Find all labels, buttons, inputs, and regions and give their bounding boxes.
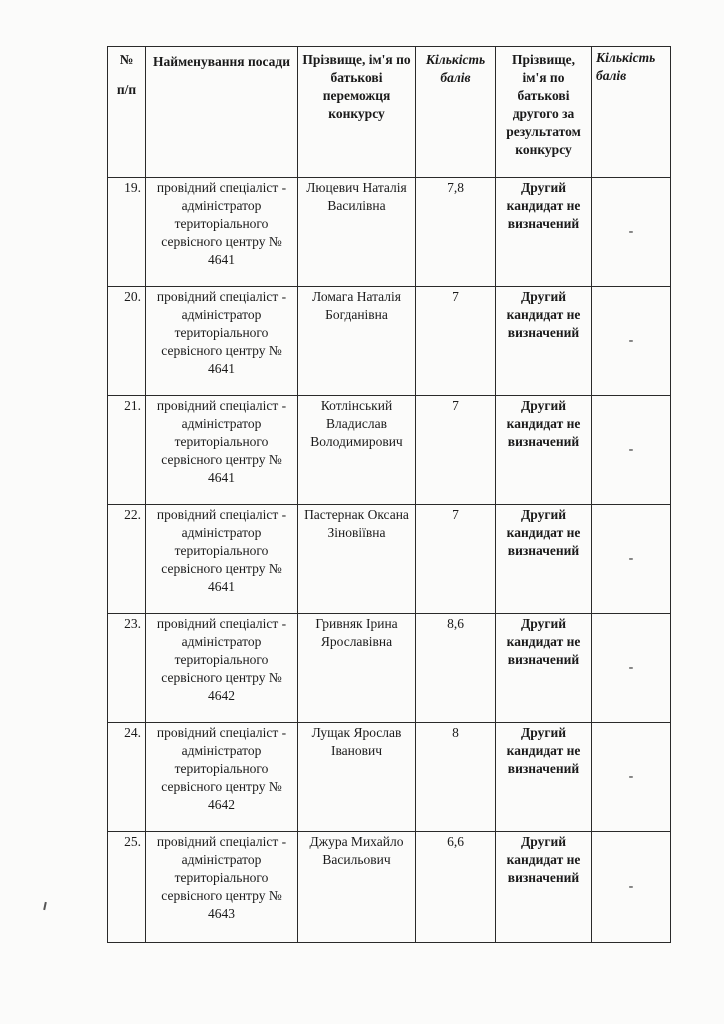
header-winner: Прізвище, ім'я по батькові переможця конкурсу xyxy=(298,47,416,178)
score-cell: 6,6 xyxy=(416,832,496,943)
results-table xyxy=(107,46,671,943)
table-row xyxy=(108,614,671,723)
second-candidate-cell: Другий кандидат не визначений xyxy=(496,832,592,943)
table-row xyxy=(108,178,671,287)
position-cell: провідний спеціаліст - адміністратор територіального сервісного центру № 4641 xyxy=(146,505,298,614)
table-header-row xyxy=(108,47,671,178)
score-cell: 7 xyxy=(416,287,496,396)
winner-cell: Котлінський Владислав Володимирович xyxy=(298,396,416,505)
header-number-symbol: № xyxy=(119,52,134,67)
row-number: 23. xyxy=(108,614,146,723)
second-candidate-cell: Другий кандидат не визначений xyxy=(496,505,592,614)
second-score-cell xyxy=(592,396,671,505)
score-cell: 7 xyxy=(416,396,496,505)
second-score-value: - xyxy=(628,333,634,348)
position-cell: провідний спеціаліст - адміністратор територіального сервісного центру № 4641 xyxy=(146,178,298,287)
score-cell: 8 xyxy=(416,723,496,832)
winner-cell: Гривняк Ірина Ярославівна xyxy=(298,614,416,723)
second-score-value: - xyxy=(628,879,634,894)
second-score-value: - xyxy=(628,551,634,566)
second-candidate-cell: Другий кандидат не визначений xyxy=(496,287,592,396)
second-score-value: - xyxy=(628,224,634,239)
second-score-cell xyxy=(592,723,671,832)
position-cell: провідний спеціаліст - адміністратор територіального сервісного центру № 4643 xyxy=(146,832,298,943)
scan-mark xyxy=(43,902,47,910)
second-score-cell xyxy=(592,614,671,723)
second-score-cell xyxy=(592,832,671,943)
second-score-value: - xyxy=(628,660,634,675)
table-row xyxy=(108,287,671,396)
header-position: Найменування посади xyxy=(146,47,298,178)
winner-cell: Лущак Ярослав Іванович xyxy=(298,723,416,832)
second-score-cell xyxy=(592,178,671,287)
second-candidate-cell: Другий кандидат не визначений xyxy=(496,723,592,832)
winner-cell: Люцевич Наталія Василівна xyxy=(298,178,416,287)
row-number: 19. xyxy=(108,178,146,287)
second-score-cell xyxy=(592,287,671,396)
second-candidate-cell: Другий кандидат не визначений xyxy=(496,396,592,505)
row-number: 25. xyxy=(108,832,146,943)
winner-cell: Ломага Наталія Богданівна xyxy=(298,287,416,396)
row-number: 21. xyxy=(108,396,146,505)
table-row xyxy=(108,723,671,832)
header-second-score: Кількість балів xyxy=(592,47,671,178)
winner-cell: Пастернак Оксана Зіновіївна xyxy=(298,505,416,614)
header-number xyxy=(108,47,146,178)
score-cell: 8,6 xyxy=(416,614,496,723)
table-row xyxy=(108,832,671,943)
second-score-cell xyxy=(592,505,671,614)
second-candidate-cell: Другий кандидат не визначений xyxy=(496,178,592,287)
table-row xyxy=(108,505,671,614)
row-number: 24. xyxy=(108,723,146,832)
position-cell: провідний спеціаліст - адміністратор територіального сервісного центру № 4641 xyxy=(146,287,298,396)
row-number: 20. xyxy=(108,287,146,396)
header-second-candidate: Прізвище, ім'я по батькові другого за результатом конкурсу xyxy=(496,47,592,178)
score-cell: 7 xyxy=(416,505,496,614)
position-cell: провідний спеціаліст - адміністратор територіального сервісного центру № 4642 xyxy=(146,723,298,832)
winner-cell: Джура Михайло Васильович xyxy=(298,832,416,943)
second-candidate-cell: Другий кандидат не визначений xyxy=(496,614,592,723)
position-cell: провідний спеціаліст - адміністратор територіального сервісного центру № 4641 xyxy=(146,396,298,505)
score-cell: 7,8 xyxy=(416,178,496,287)
row-number: 22. xyxy=(108,505,146,614)
second-score-value: - xyxy=(628,442,634,457)
table-row xyxy=(108,396,671,505)
position-cell: провідний спеціаліст - адміністратор територіального сервісного центру № 4642 xyxy=(146,614,298,723)
header-score: Кількість балів xyxy=(416,47,496,178)
header-number-label: п/п xyxy=(116,82,137,97)
second-score-value: - xyxy=(628,769,634,784)
